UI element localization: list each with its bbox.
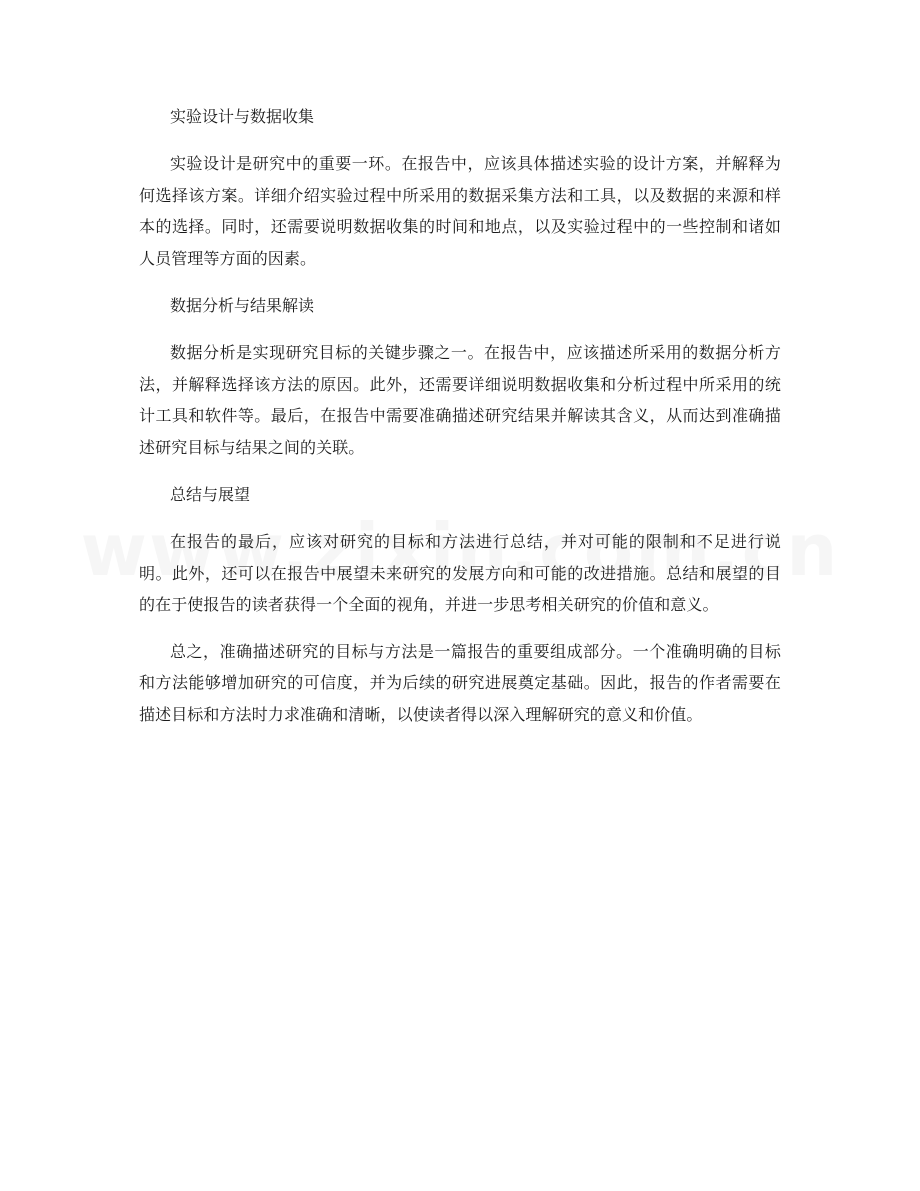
- section-heading-experiment-design: 实验设计与数据收集: [170, 107, 315, 126]
- section-heading-data-analysis: 数据分析与结果解读: [170, 296, 315, 315]
- paragraph-conclusion: 总之，准确描述研究的目标与方法是一篇报告的重要组成部分。一个准确明确的目标和方法能够增加研究的可信度，并为后续的研究进展奠定基础。因此，报告的作者需要在描述目标和方法时力求准确和清晰，以使读者得以深入理解研究的意义和价值。: [139, 641, 781, 724]
- paragraph-summary-outlook: 在报告的最后，应该对研究的目标和方法进行总结，并对可能的限制和不足进行说明。此外，还可以在报告中展望未来研究的发展方向和可能的改进措施。总结和展望的目的在于使报告的读者获得一个全面的视角，并进一步思考相关研究的价值和意义。: [139, 532, 781, 614]
- paragraph-data-analysis: 数据分析是实现研究目标的关键步骤之一。在报告中，应该描述所采用的数据分析方法，并解释选择该方法的原因。此外，还需要详细说明数据收集和分析过程中所采用的统计工具和软件等。最后，在报告中需要准确描述研究结果并解读其含义，从而达到准确描述研究目标与结果之间的关联。: [139, 343, 781, 457]
- paragraph-experiment-design: 实验设计是研究中的重要一环。在报告中，应该具体描述实验的设计方案，并解释为何选择该方案。详细介绍实验过程中所采用的数据采集方法和工具，以及数据的来源和样本的选择。同时，还需要说明数据收集的时间和地点，以及实验过程中的一些控制和诸如人员管理等方面的因素。: [139, 154, 781, 268]
- document-body: [139, 100, 781, 745]
- section-heading-summary-outlook: 总结与展望: [170, 485, 251, 504]
